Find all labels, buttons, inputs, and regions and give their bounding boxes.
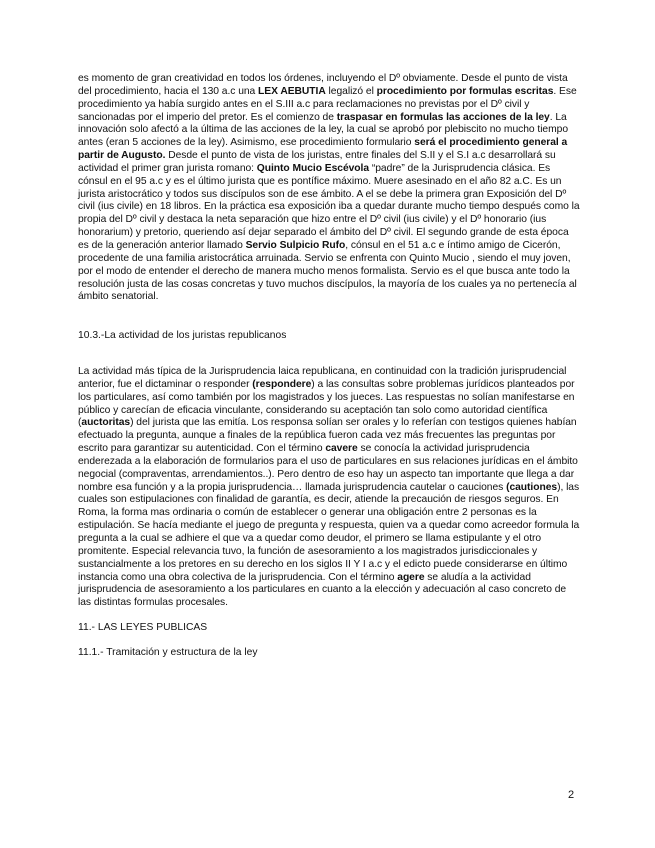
bold-text-run: (respondere — [252, 378, 312, 390]
text-run: legalizó el — [325, 85, 377, 97]
bold-text-run: (cautiones — [506, 481, 558, 493]
bold-text-run: traspasar en formulas las acciones de la ley — [336, 111, 550, 123]
bold-text-run: procedimiento por formulas escritas — [376, 85, 554, 97]
text-run: . Ese procedimiento ya había surgido antes en el S.III a.c para reclamaciones no previstas por el Dº civil y sancionadas por el imperio del pretor. Es el comienzo de — [78, 85, 577, 123]
document-page — [78, 73, 581, 660]
paragraph-jurists-procedure — [78, 73, 581, 304]
text-run: , cónsul en el 51 a.c e íntimo amigo de Cicerón, procedente de una familia aristocrática arruinada. Servio se enfrenta con Quinto Mucio , siendo el muy joven, por el modo de entender el derecho de manera mucho menos formalista. Servio es el que busca ante todo la resolución justa de las cosas concretas y tuvo muchos discípulos, la mayoría de los cuales ya no pertenecía al ámbito senatorial. — [78, 239, 577, 303]
text-run: . La innovación solo afectó a la última de las acciones de la ley, la cual se aprobó por plebiscito no mucho tiempo antes (eran 5 acciones de la ley). Asimismo, ese procedimiento formulario — [78, 111, 568, 149]
bold-text-run: Quinto Mucio Escévola — [256, 162, 370, 174]
bold-text-run: será el procedimiento general a partir de Augusto. — [78, 137, 568, 162]
subsection-heading-law-structure: 11.1.- Tramitación y estructura de la ley — [78, 646, 258, 658]
text-run: ) del jurista que las emitía. Los responsa solían ser orales y lo referían con testigos quienes habían efectuado la pregunta, aunque a finales de la república fueron cada vez más frecuentes las preguntas por escrito para garantizar su autenticidad. Con el término — [78, 417, 577, 455]
text-run: Desde el punto de vista de los juristas, entre finales del S.II y el S.I a.c desarrollará su actividad el primer gran jurista romano: — [78, 150, 556, 174]
section-heading-republican-jurists: 10.3.-La actividad de los juristas republicanos — [78, 330, 287, 342]
bold-text-run: cavere — [325, 443, 358, 455]
text-run: ) a las consultas sobre problemas jurídicos planteados por los particulares, así como también por los magistrados y los jueces. Las respuestas no solían manifestarse en público y carecían de eficacia vinculante, considerando su aceptación tan solo como autoridad científica ( — [78, 378, 575, 429]
bold-text-run: agere — [397, 571, 425, 583]
page-number: 2 — [568, 789, 575, 801]
bold-text-run: Servio Sulpicio Rufo — [245, 239, 346, 251]
section-heading-public-laws: 11.- LAS LEYES PUBLICAS — [78, 622, 208, 634]
bold-text-run: auctoritas — [81, 417, 131, 429]
text-run: se aludía a la actividad jurisprudencia de asesoramiento a los particulares en cuanto a la elección y adecuación al caso concreto de las distintas formulas procesales. — [78, 571, 567, 609]
bold-text-run: LEX AEBUTIA — [258, 85, 326, 97]
text-run: “padre” de la Jurisprudencia clásica. Es cónsul en el 95 a.c y es el último jurista que es pontífice máximo. Muere asesinado en el año 82 a.C. Es un jurista aristocrático y todos sus discípulos son de ese ámbito. A el se debe la primera gran Exposición del Dº civil (ius civile) en 18 libros. En la práctica esa exposición iba a quedar durante mucho tiempo después como la propia del Dº civil y destaca la neta separación que hizo entre el Dº civil (ius civile) y el Dº honorario (ius honorarium) y pretorio, queriendo así dejar separado el ámbito del Dº civil. El segundo grande de esta época es de la generación anterior llamado — [78, 162, 580, 251]
paragraph-jurist-activity — [78, 366, 581, 610]
text-run: se conocía la actividad jurisprudencia enderezada a la elaboración de formularios para el uso de particulares en sus relaciones jurídicas en el ámbito negocial (compraventas, arrendamientos..). Pero dentro de eso hay un aspecto tan importante que llega a dar nombre esa función y a la propia jurisprudencia… llamada jurisprudencia cautelar o cauciones — [78, 443, 578, 493]
text-run: ), las cuales son estipulaciones con finalidad de garantía, es decir, atiende la precaución de riesgos seguros. En Roma, la forma mas ordinaria o común de establecer o generar una obligación entre 2 personas es la estipulación. Se hacía mediante el juego de pregunta y respuesta, quien va a quedar como acreedor formula la pregunta a la cual se adhiere el que va a quedar como deudor, el primero se llama estipulante y el otro promitente. Especial relevancia tuvo, la función de asesoramiento a los magistrados jurisdiccionales y sustancialmente a los pretores en su derecho en los siglos II Y I a.c y el edicto puede considerarse en último instancia como una obra colectiva de la jurisprudencia. Con el término — [78, 481, 580, 583]
text-run: es momento de gran creatividad en todos los órdenes, incluyendo el Dº obviamente. Desde el punto de vista del procedimiento, hacia el 130 a.c una — [78, 73, 568, 97]
text-run: La actividad más típica de la Jurisprudencia laica republicana, en continuidad con la tradición jurisprudencial anterior, fue el dictaminar o responder — [78, 366, 567, 390]
